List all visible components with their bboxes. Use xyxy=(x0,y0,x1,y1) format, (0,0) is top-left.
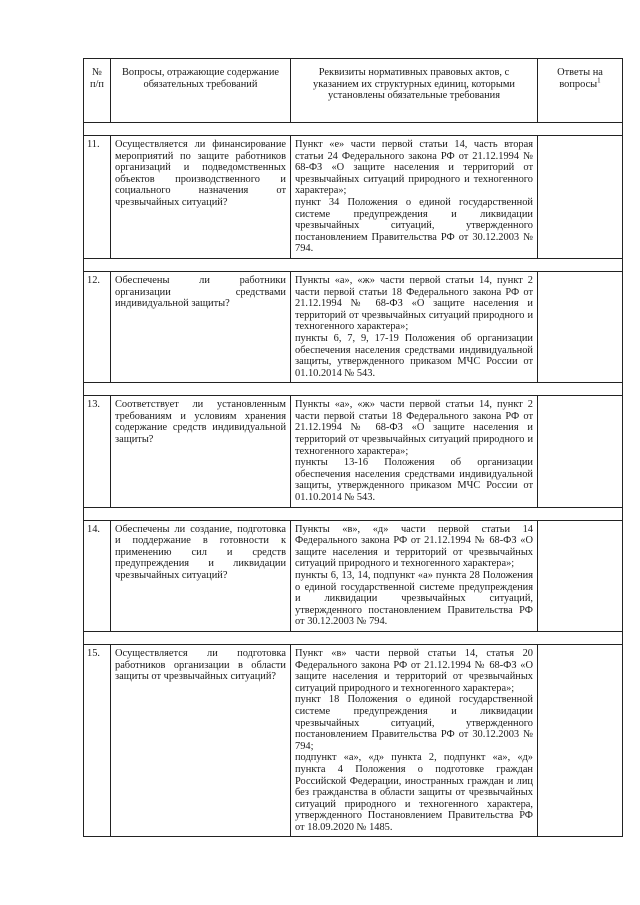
row-question: Обеспечены ли работники организации средствами индивидуальной защиты? xyxy=(111,271,291,382)
row-answer-cell[interactable] xyxy=(538,520,623,631)
row-answer-cell[interactable] xyxy=(538,271,623,382)
row-acts: Пункт «е» части первой статьи 14, часть вторая статьи 24 Федерального закона РФ от 21.12.1994 № 68-ФЗ «О защите населения и территорий от чрезвычайных ситуаций природного и техногенного характера»; пункт 34 Положения о единой государственной системе предупреждения и ликвидации чрезвычайных ситуаций, утвержденного постановлением Правительства РФ от 30.12.2003 № 794. xyxy=(291,136,538,259)
row-number: 13. xyxy=(84,396,111,507)
row-gap xyxy=(84,258,623,271)
table-row xyxy=(84,644,623,837)
row-answer-cell[interactable] xyxy=(538,644,623,837)
row-acts: Пункты «в», «д» части первой статьи 14 Федерального закона РФ от 21.12.1994 № 68-ФЗ «О защите населения и территорий от чрезвычайных ситуаций природного и техногенного характера»; пункты 6, 13, 14, подпункт «а» пункта 28 Положения о единой государственной системе предупреждения и ликвидации чрезвычайных ситуаций, утвержденного постановлением Правительства РФ от 30.12.2003 № 794. xyxy=(291,520,538,631)
row-gap xyxy=(84,631,623,644)
row-gap xyxy=(84,507,623,520)
header-questions: Вопросы, отражающие содержание обязательных требований xyxy=(111,59,291,123)
row-gap xyxy=(84,123,623,136)
row-answer-cell[interactable] xyxy=(538,396,623,507)
row-question: Осуществляется ли подготовка работников организации в области защиты от чрезвычайных ситуаций? xyxy=(111,644,291,837)
row-number: 12. xyxy=(84,271,111,382)
table-row xyxy=(84,271,623,382)
row-question: Соответствует ли установленным требованиям и условиям хранения содержание средств индивидуальной защиты? xyxy=(111,396,291,507)
row-acts: Пункты «а», «ж» части первой статьи 14, пункт 2 части первой статьи 18 Федерального закона РФ от 21.12.1994 № 68-ФЗ «О защите населения и территорий от чрезвычайных ситуаций природного и техногенного характера»; пункты 6, 7, 9, 17-19 Положения об организации обеспечения населения средствами индивидуальной защиты, утвержденного приказом МЧС России от 01.10.2014 № 543. xyxy=(291,271,538,382)
row-answer-cell[interactable] xyxy=(538,136,623,259)
table-row xyxy=(84,396,623,507)
table-row xyxy=(84,136,623,259)
row-gap xyxy=(84,383,623,396)
row-number: 15. xyxy=(84,644,111,837)
requirements-table xyxy=(83,58,623,837)
header-answers xyxy=(538,59,623,123)
footnote-mark: 1 xyxy=(597,76,601,85)
row-question: Осуществляется ли финансирование мероприятий по защите работников организаций и подведомственных объектов производственного и социального назначения от чрезвычайных ситуаций? xyxy=(111,136,291,259)
row-number: 14. xyxy=(84,520,111,631)
header-answers-label: Ответы на вопросы xyxy=(557,67,603,90)
row-acts: Пункты «а», «ж» части первой статьи 14, пункт 2 части первой статьи 18 Федерального закона РФ от 21.12.1994 № 68-ФЗ «О защите населения и территорий от чрезвычайных ситуаций природного и техногенного характера»; пункты 13-16 Положения об организации обеспечения населения средствами индивидуальной защиты, утвержденного приказом МЧС России от 01.10.2014 № 543. xyxy=(291,396,538,507)
row-question: Обеспечены ли создание, подготовка и поддержание в готовности к применению сил и средств предупреждения и ликвидации чрезвычайных ситуаций? xyxy=(111,520,291,631)
row-acts: Пункт «в» части первой статьи 14, статья 20 Федерального закона РФ от 21.12.1994 № 68-ФЗ «О защите населения и территорий от чрезвычайных ситуаций природного и техногенного характера»; пункт 18 Положения о единой государственной системе предупреждения и ликвидации чрезвычайных ситуаций, утвержденного постановлением Правительства РФ от 30.12.2003 № 794; подпункт «а», «д» пункта 2, подпункт «а», «д» пункта 4 Положения о подготовке граждан Российской Федерации, иностранных граждан и лиц без гражданства в области защиты от чрезвычайных ситуаций природного и техногенного характера, утвержденного Постановлением Правительства РФ от 18.09.2020 № 1485. xyxy=(291,644,538,837)
header-acts: Реквизиты нормативных правовых актов, с указанием их структурных единиц, которыми установлены обязательные требования xyxy=(291,59,538,123)
header-num: № п/п xyxy=(84,59,111,123)
table-row xyxy=(84,520,623,631)
row-number: 11. xyxy=(84,136,111,259)
table-header-row xyxy=(84,59,623,123)
